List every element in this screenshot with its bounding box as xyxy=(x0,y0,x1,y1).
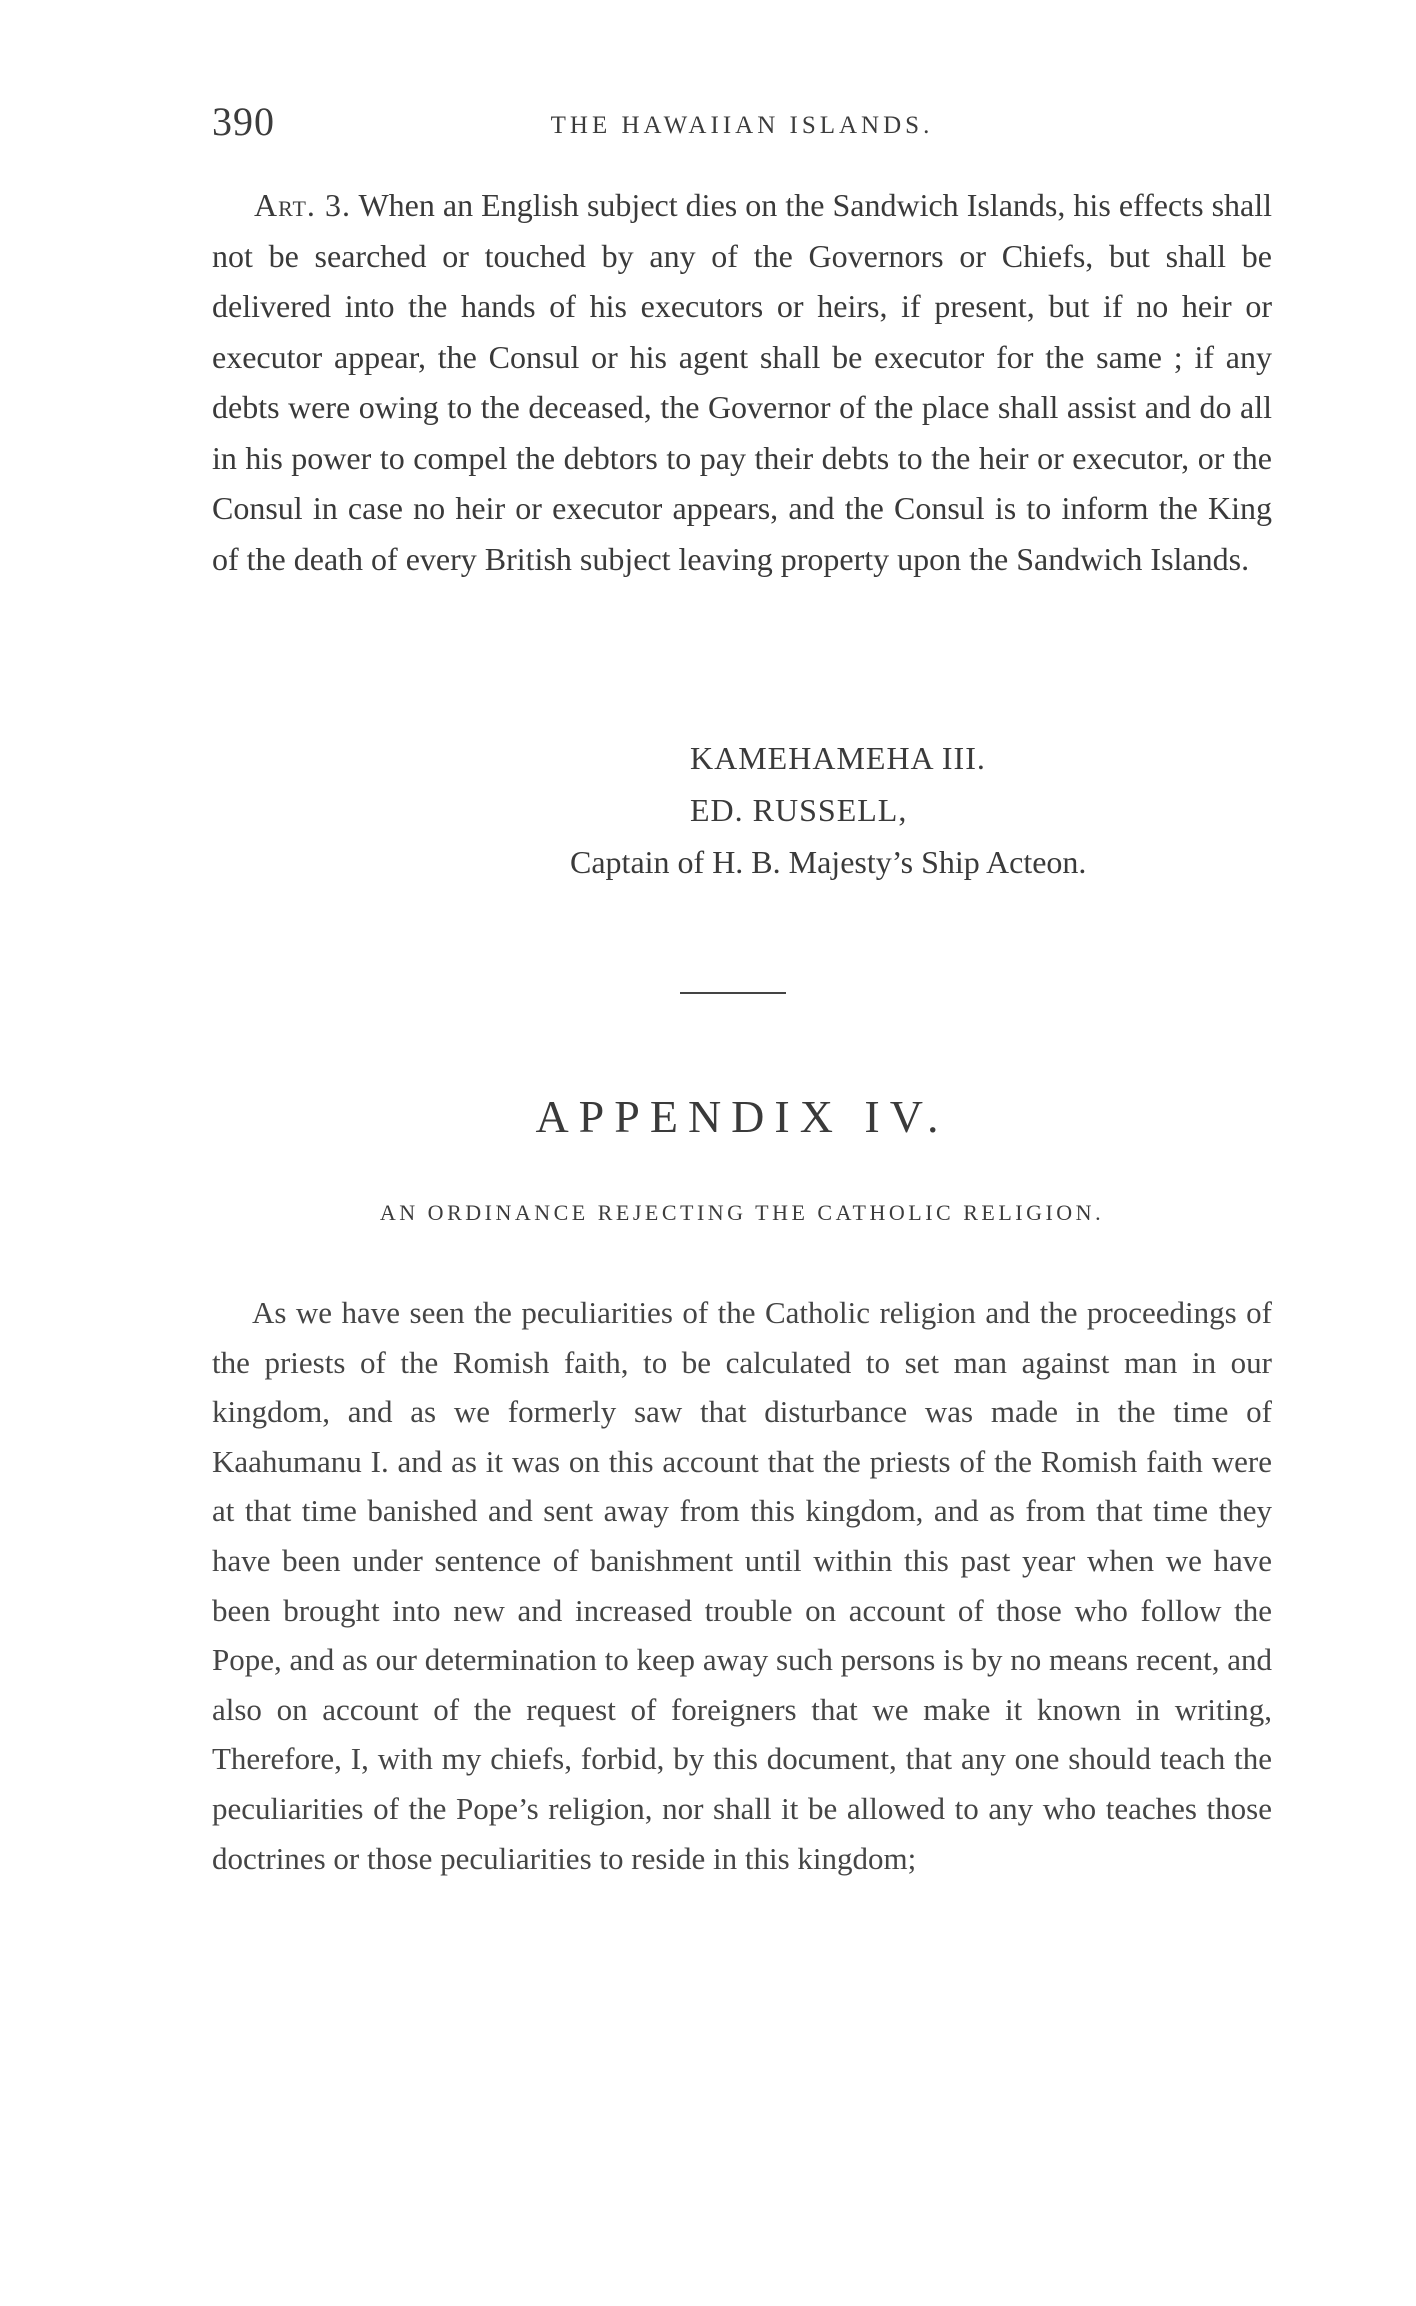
signature-king: KAMEHAMEHA III. xyxy=(690,740,986,776)
running-title: THE HAWAIIAN ISLANDS. xyxy=(550,112,934,139)
appendix-subtitle: AN ORDINANCE REJECTING THE CATHOLIC RELIGION. xyxy=(379,1200,1105,1225)
signature-russell-title: Captain of H. B. Majesty’s Ship Acteon. xyxy=(570,844,1087,880)
article-text: When an English subject dies on the Sandwich Islands, his effects shall not be searched or touched by any of the Governors or Chiefs, but shall be delivered into the hands of his executors or heirs, if present, but if no heir or executor appear, the Consul or his agent shall be executor for the same ; if any debts were owing to the deceased, the Governor of the place shall assist and do all in his power to compel the debtors to pay their debts to the heir or executor, or the Consul in case no heir or executor appears, and the Consul is to inform the King of the death of every British subject leaving property upon the Sandwich Islands. xyxy=(212,187,1273,577)
article-3-paragraph xyxy=(212,180,1272,584)
page-number: 390 xyxy=(212,99,275,144)
running-header xyxy=(212,98,1272,148)
section-divider xyxy=(680,992,786,994)
article-label: Art. 3. xyxy=(254,187,351,223)
signature-russell: ED. RUSSELL, xyxy=(690,792,908,828)
ordinance-paragraph: As we have seen the peculiarities of the Catholic religion and the proceedings of the priests of the Romish faith, to be calculated to set man against man in our kingdom, and as we formerly saw that disturbance was made in the time of Kaahumanu I. and as it was on this account that the priests of the Romish faith were at that time banished and sent away from this kingdom, and as from that time they have been under sentence of banishment until within this past year when we have been brought into new and increased trouble on account of those who follow the Pope, and as our determination to keep away such persons is by no means recent, and also on account of the request of foreigners that we make it known in writing, Therefore, I, with my chiefs, forbid, by this document, that any one should teach the peculiarities of the Pope’s religion, nor shall it be allowed to any who teaches those doctrines or those peculiarities to reside in this kingdom; xyxy=(212,1295,1272,1876)
appendix-title: APPENDIX IV. xyxy=(535,1091,949,1142)
